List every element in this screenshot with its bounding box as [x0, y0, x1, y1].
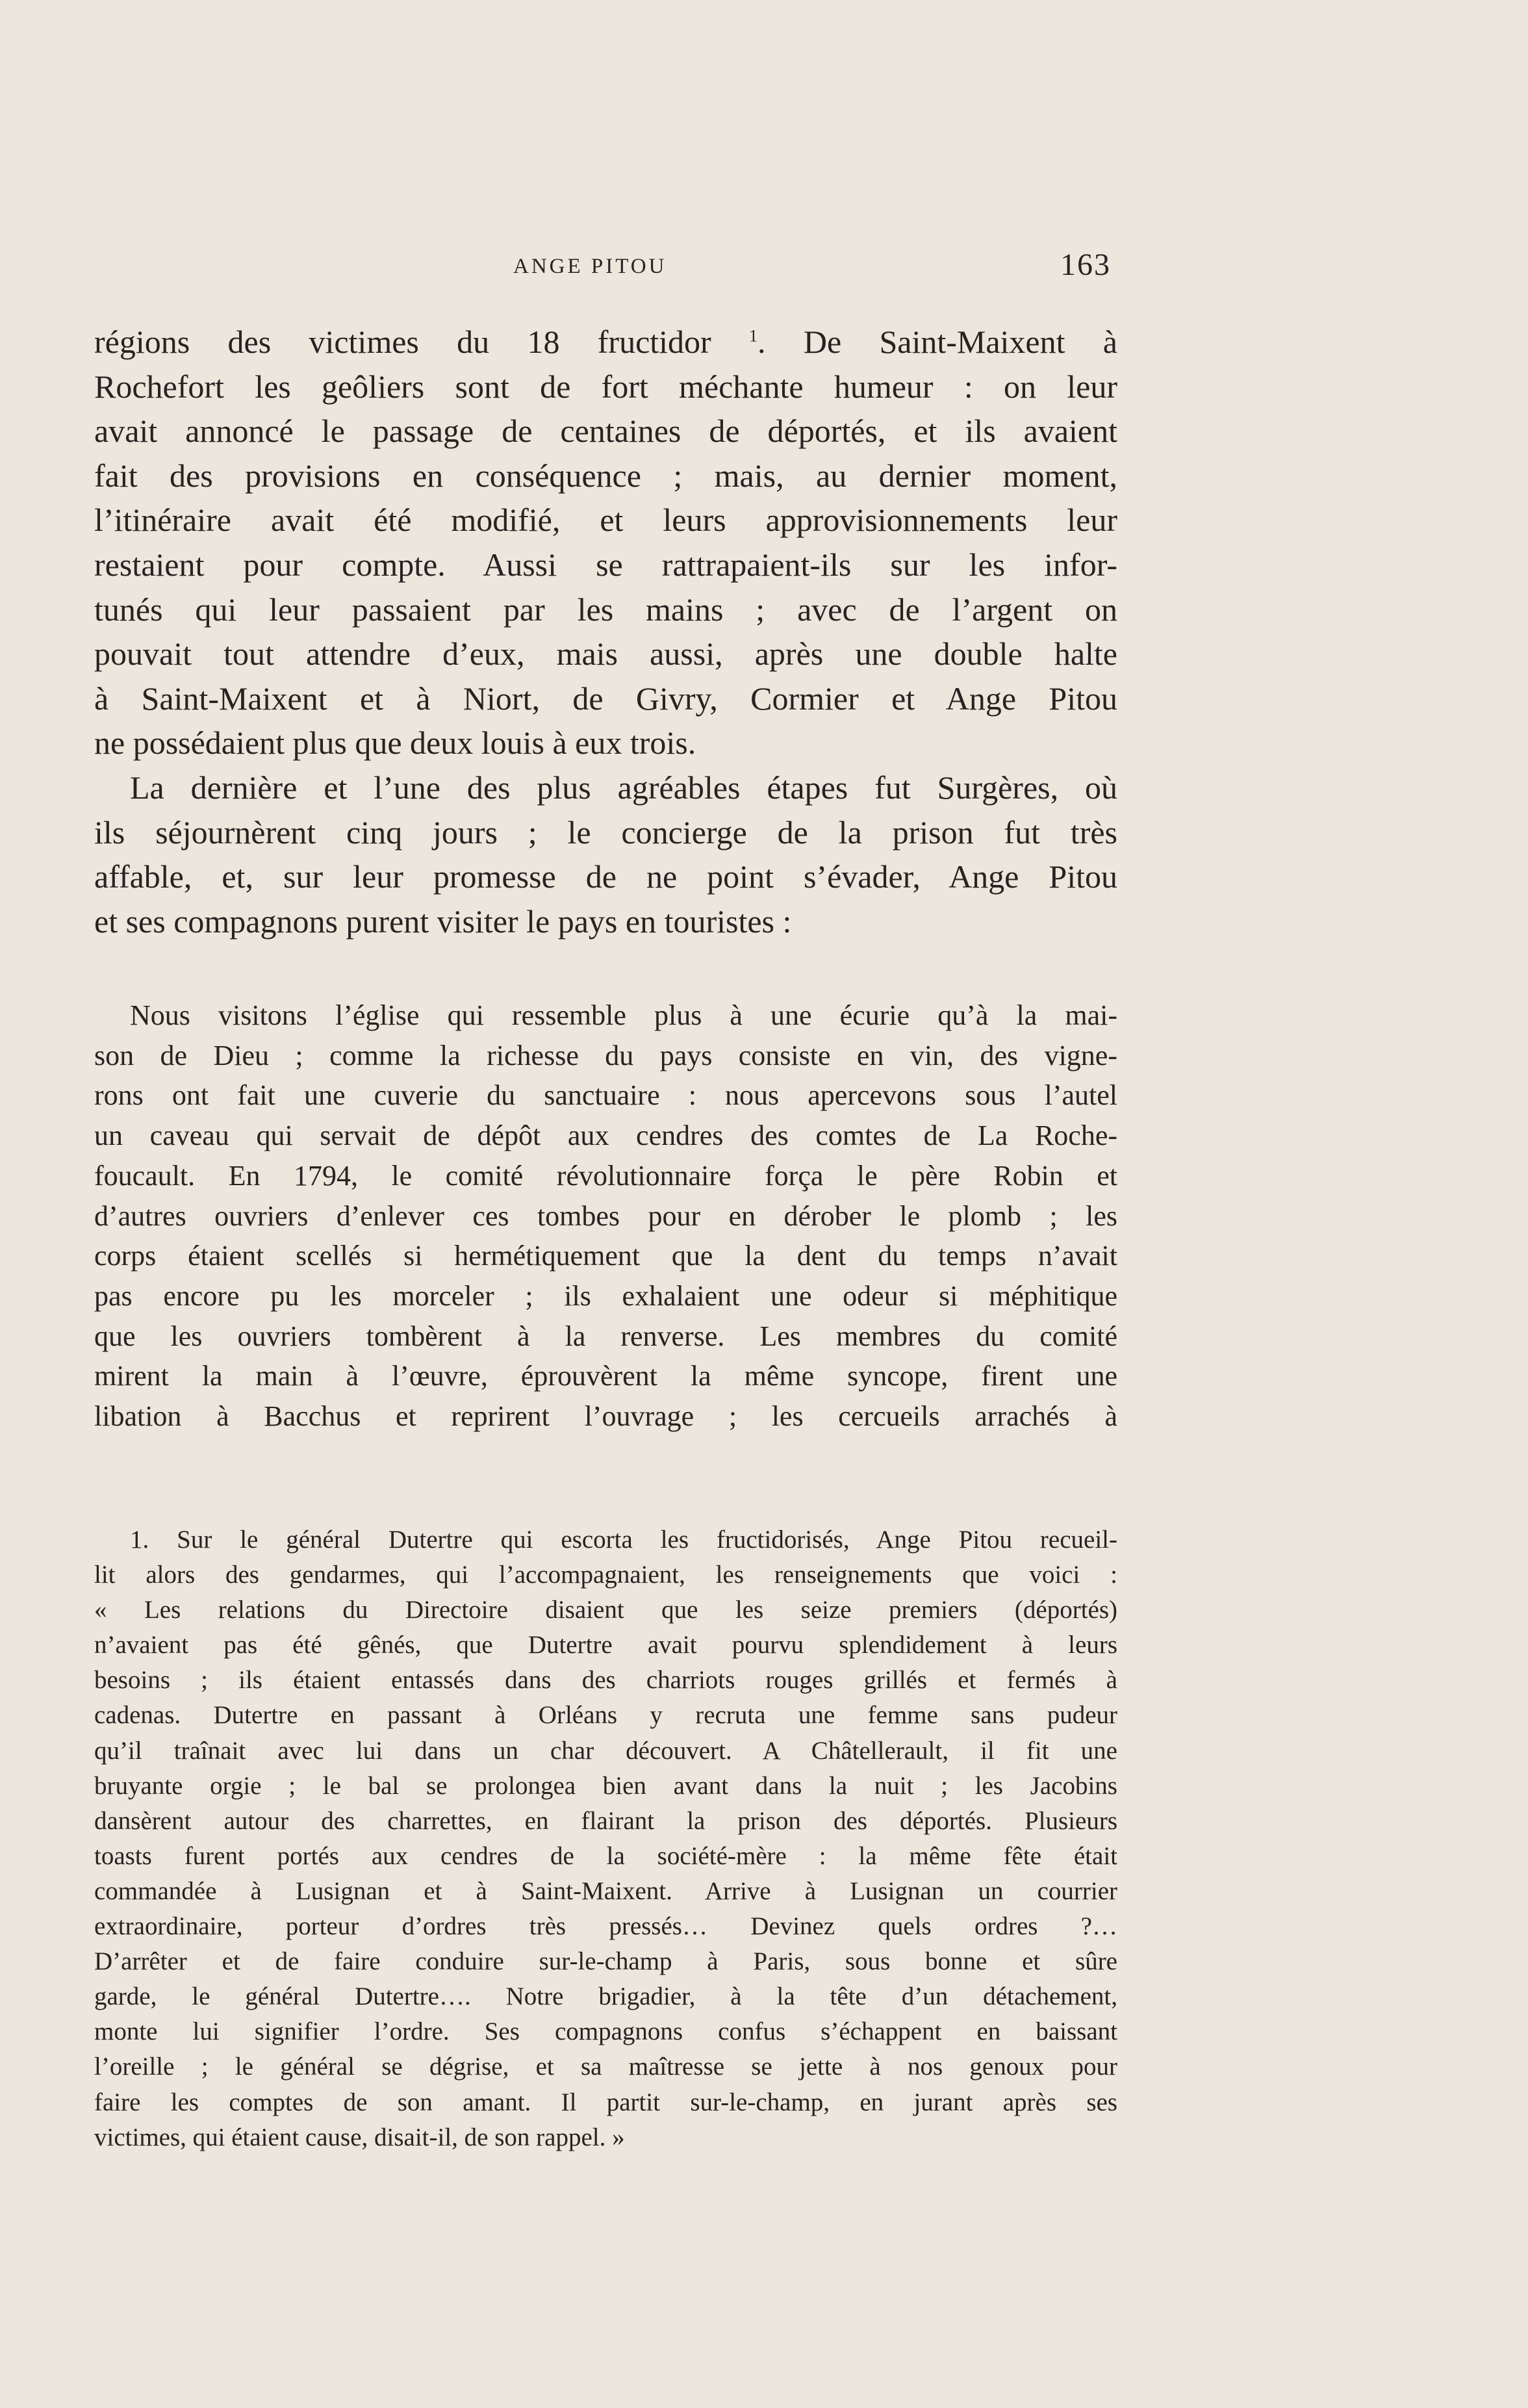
quote-line: mirent la main à l’œuvre, éprouvèrent la même syncope, firent une [94, 1360, 1117, 1392]
quote-line: Nous visitons l’église qui ressemble plus à une écurie qu’à la mai- [130, 999, 1117, 1031]
text-line: pouvait tout attendre d’eux, mais aussi, après une double halte [94, 635, 1117, 672]
footnote-line: lit alors des gendarmes, qui l’accompagnaient, les renseignements que voici : [94, 1561, 1117, 1589]
footnote-line: faire les comptes de son amant. Il partit sur-le-champ, en jurant après ses [94, 2088, 1117, 2116]
page-number: 163 [1060, 248, 1111, 282]
text-line: l’itinéraire avait été modifié, et leurs approvisionnements leur [94, 502, 1117, 539]
footnote-line: monte lui signifier l’ordre. Ses compagnons confus s’échappent en baissant [94, 2017, 1117, 2046]
text-line: ne possédaient plus que deux louis à eux trois. [94, 724, 696, 762]
footnote-line: « Les relations du Directoire disaient que les seize premiers (déportés) [94, 1596, 1117, 1624]
text-line: fait des provisions en conséquence ; mais, au dernier moment, [94, 457, 1117, 494]
quote-line: d’autres ouvriers d’enlever ces tombes pour en dérober le plomb ; les [94, 1199, 1117, 1232]
text-line: Rochefort les geôliers sont de fort méchante humeur : on leur [94, 368, 1117, 405]
quote-line: que les ouvriers tombèrent à la renverse. Les membres du comité [94, 1320, 1117, 1352]
main-text [94, 320, 1117, 943]
footnote-line: besoins ; ils étaient entassés dans des charriots rouges grillés et fermés à [94, 1666, 1117, 1695]
running-title: ANGE PITOU [513, 255, 667, 278]
text-line: à Saint-Maixent et à Niort, de Givry, Cormier et Ange Pitou [94, 680, 1117, 717]
quoted-passage [94, 995, 1117, 1437]
text-line: affable, et, sur leur promesse de ne point s’évader, Ange Pitou [94, 858, 1117, 895]
footnote-reference[interactable]: 1 [749, 326, 758, 346]
quote-line: corps étaient scellés si hermétiquement que la dent du temps n’avait [94, 1240, 1117, 1272]
quote-line: son de Dieu ; comme la richesse du pays consiste en vin, des vigne- [94, 1039, 1117, 1071]
page-header [0, 247, 1528, 292]
footnote-line: bruyante orgie ; le bal se prolongea bien avant dans la nuit ; les Jacobins [94, 1771, 1117, 1800]
footnote-line: dansèrent autour des charrettes, en flairant la prison des déportés. Plusieurs [94, 1806, 1117, 1835]
text-line: La dernière et l’une des plus agréables étapes fut Surgères, où [130, 769, 1117, 806]
text-line: restaient pour compte. Aussi se rattrapaient-ils sur les infor- [94, 546, 1117, 583]
footnote-line: qu’il traînait avec lui dans un char découvert. A Châtellerault, il fit une [94, 1736, 1117, 1765]
footnote-line: victimes, qui étaient cause, disait-il, de son rappel. » [94, 2123, 625, 2151]
text-line: tunés qui leur passaient par les mains ; avec de l’argent on [94, 591, 1117, 628]
text-line: ils séjournèrent cinq jours ; le concierge de la prison fut très [94, 813, 1117, 851]
footnote-line: garde, le général Dutertre…. Notre brigadier, à la tête d’un détachement, [94, 1982, 1117, 2011]
footnote-line: D’arrêter et de faire conduire sur-le-champ à Paris, sous bonne et sûre [94, 1947, 1117, 1976]
text-line: régions des victimes du 18 fructidor $^1$. De Saint-Maixent à [94, 324, 1118, 360]
quote-line: rons ont fait une cuverie du sanctuaire : nous apercevons sous l’autel [94, 1079, 1117, 1112]
quote-line: un caveau qui servait de dépôt aux cendres des comtes de La Roche- [94, 1120, 1117, 1152]
footnote [94, 1522, 1117, 2155]
text-line: et ses compagnons purent visiter le pays en touristes : [94, 903, 792, 940]
footnote-line: cadenas. Dutertre en passant à Orléans y recruta une femme sans pudeur [94, 1701, 1117, 1730]
footnote-line: 1. Sur le général Dutertre qui escorta les fructidorisés, Ange Pitou recueil- [130, 1526, 1117, 1554]
footnote-line: l’oreille ; le général se dégrise, et sa maîtresse se jette à nos genoux pour [94, 2053, 1117, 2081]
footnote-line: toasts furent portés aux cendres de la société-mère : la même fête était [94, 1841, 1117, 1870]
quote-line: foucault. En 1794, le comité révolutionnaire força le père Robin et [94, 1159, 1117, 1192]
footnote-line: commandée à Lusignan et à Saint-Maixent. Arrive à Lusignan un courrier [94, 1876, 1117, 1905]
footnote-line: extraordinaire, porteur d’ordres très pressés… Devinez quels ordres ?… [94, 1912, 1117, 1941]
quote-line: libation à Bacchus et reprirent l’ouvrage ; les cercueils arrachés à [94, 1400, 1117, 1433]
footnote-line: n’avaient pas été gênés, que Dutertre avait pourvu splendidement à leurs [94, 1631, 1117, 1659]
quote-line: pas encore pu les morceler ; ils exhalaient une odeur si méphitique [94, 1279, 1117, 1312]
text-line: avait annoncé le passage de centaines de déportés, et ils avaient [94, 413, 1117, 450]
